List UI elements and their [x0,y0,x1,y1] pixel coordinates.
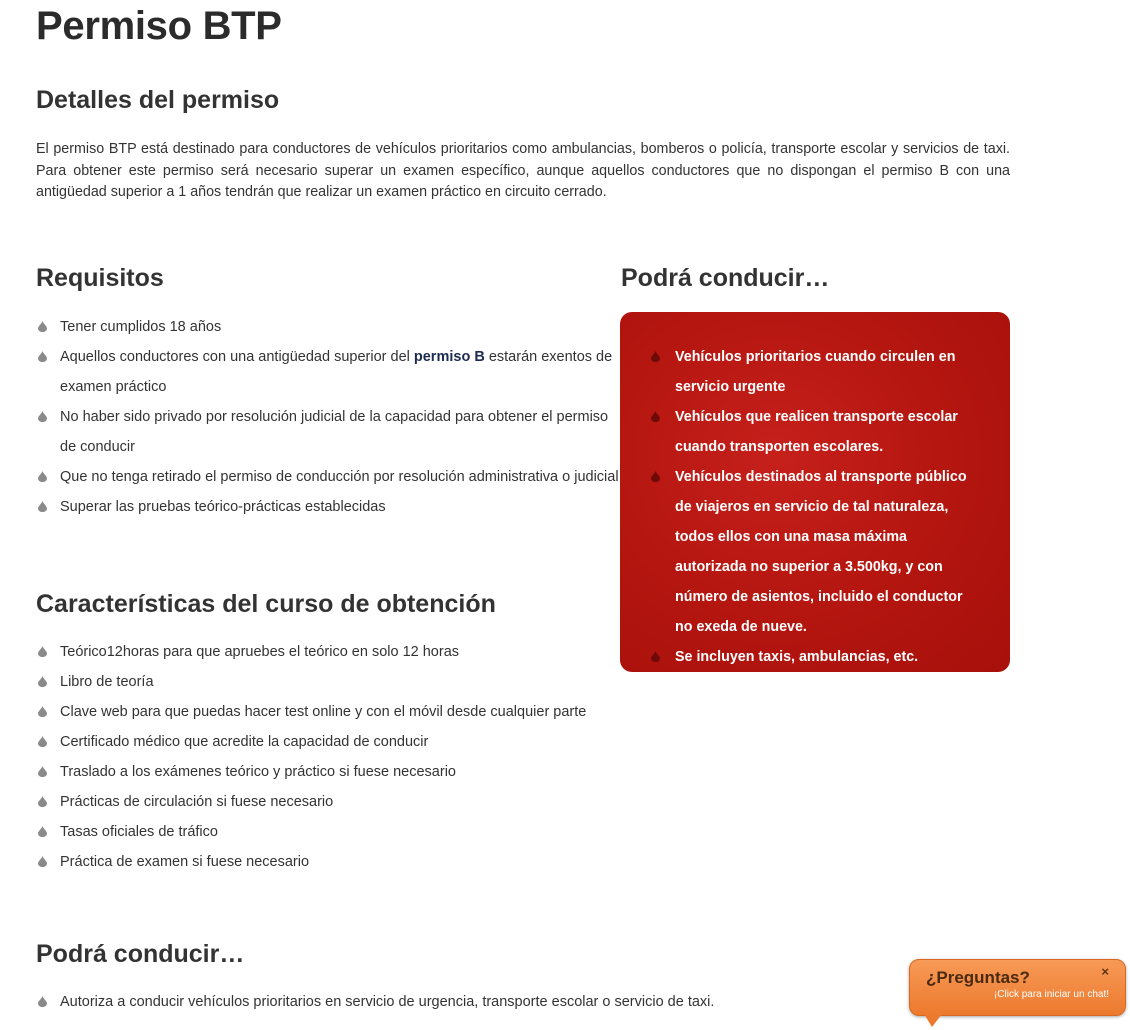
list-item-text: Que no tenga retirado el permiso de conducción por resolución administrativa o judicial [60,469,619,485]
list-item-text: Autoriza a conducir vehículos prioritarios en servicio de urgencia, transporte escolar o servicio de taxi. [60,994,715,1010]
drop-bullet-icon [38,856,47,867]
list-item-text: Aquellos conductores con una antigüedad superior del [60,349,414,365]
list-item-text: Teórico12horas para que apruebes el teórico en solo 12 horas [60,644,460,660]
drop-bullet-icon [651,651,660,662]
list-item [36,667,620,697]
list-item-text: Traslado a los exámenes teórico y práctico si fuese necesario [60,764,456,780]
list-item-text: Tasas oficiales de tráfico [60,824,218,840]
list-item [36,987,936,1017]
drop-bullet-icon [38,796,47,807]
details-heading: Detalles del permiso [36,86,280,114]
list-item [36,402,620,462]
course-heading: Características del curso de obtención [36,590,496,618]
drop-bullet-icon [38,321,47,332]
can-drive-box [620,312,1010,672]
can-drive-bottom-list [36,987,936,1017]
close-icon[interactable]: × [1101,964,1109,979]
chat-tail [924,1014,942,1027]
drop-bullet-icon [38,646,47,657]
list-item [36,817,620,847]
drop-bullet-icon [651,471,660,482]
list-item-text: Clave web para que puedas hacer test online y con el móvil desde cualquier parte [60,704,587,720]
drop-bullet-icon [38,706,47,717]
drop-bullet-icon [38,351,47,362]
list-item-text: No haber sido privado por resolución judicial de la capacidad para obtener el permiso de conducir [60,409,609,455]
list-item [36,342,620,402]
chat-title: ¿Preguntas? [926,968,1030,987]
drop-bullet-icon [651,411,660,422]
list-item-text: Vehículos prioritarios cuando circulen en servicio urgente [675,349,956,395]
list-item-text: Prácticas de circulación si fuese necesario [60,794,334,810]
list-item-text: Vehículos que realicen transporte escolar cuando transporten escolares. [675,409,958,455]
details-paragraph: El permiso BTP está destinado para conductores de vehículos prioritarios como ambulancias, bomberos o policía, transporte escolar y servicios de taxi. Para obtener este permiso será necesario superar un examen específico, aunque aquellos conductores que no dispongan el permiso B con una antigüedad superior a 1 años tendrán que realizar un examen práctico en circuito cerrado. [36,141,1010,200]
drop-bullet-icon [38,501,47,512]
drop-bullet-icon [38,471,47,482]
list-item-text: Tener cumplidos 18 años [60,319,222,335]
list-item-text: Superar las pruebas teórico-prácticas establecidas [60,499,386,515]
requirements-heading: Requisitos [36,264,164,292]
permiso-b-link[interactable]: permiso B [413,349,485,365]
can-drive-bottom-heading: Podrá conducir… [36,940,245,968]
list-item [36,312,620,342]
list-item [36,492,620,522]
list-item [650,462,980,642]
list-item [36,697,620,727]
list-item [650,342,980,402]
list-item-text: Se incluyen taxis, ambulancias, etc. [675,649,919,665]
list-item-text: Práctica de examen si fuese necesario [60,854,310,870]
list-item-text: Certificado médico que acredite la capacidad de conducir [60,734,429,750]
list-item [650,642,980,672]
drop-bullet-icon [38,826,47,837]
list-item-text: estarán exentos de examen práctico [60,349,613,395]
page-title: Permiso BTP [36,4,282,48]
list-item-text: Libro de teoría [60,674,154,690]
list-item [36,727,620,757]
list-item [650,402,980,462]
requirements-list [36,312,620,522]
drop-bullet-icon [651,351,660,362]
list-item [36,637,620,667]
course-list [36,637,620,877]
chat-widget-button[interactable] [909,959,1126,1016]
drop-bullet-icon [38,766,47,777]
list-item [36,787,620,817]
can-drive-list [650,342,980,672]
drop-bullet-icon [38,736,47,747]
list-item [36,462,620,492]
can-drive-heading: Podrá conducir… [621,264,830,292]
drop-bullet-icon [38,996,47,1007]
chat-subtitle: ¡Click para iniciar un chat! [993,989,1109,1000]
drop-bullet-icon [38,411,47,422]
drop-bullet-icon [38,676,47,687]
list-item [36,847,620,877]
list-item [36,757,620,787]
list-item-text: Vehículos destinados al transporte público de viajeros en servicio de tal naturaleza, todos ellos con una masa máxima autorizada no superior a 3.500kg, y con número de asientos, incluido el conductor no exeda de nueve. [675,469,967,635]
